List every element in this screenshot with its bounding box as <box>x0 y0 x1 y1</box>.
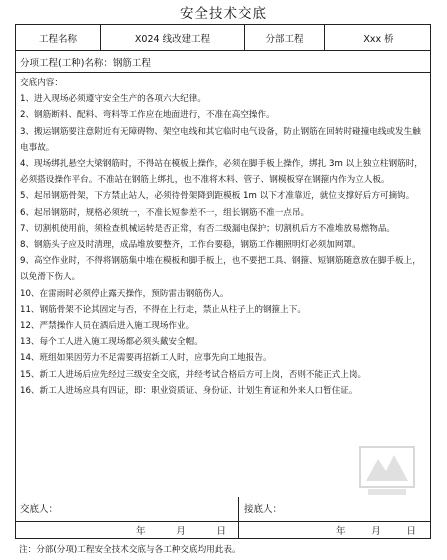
header-row <box>16 25 430 51</box>
list-item: 11、钢筋骨架不论其固定与否，不得在上行走，禁止从柱子上的钢箍上下。 <box>20 304 306 315</box>
list-item: 9、高空作业时，不得将钢筋集中堆在模板和脚手板上，也不要把工具、钢箍、短钢筋随意放在脚手板上，以免滑下伤人。 <box>20 256 421 283</box>
day-label: 日 <box>216 526 226 537</box>
project-label: 工程名称 <box>38 33 77 45</box>
giver-date <box>136 523 226 537</box>
list-item: 8、钢筋头子应及时清理，成品堆放要整齐，工作台要稳，钢筋工作棚照明灯必须加网罩。 <box>20 240 361 251</box>
page-title: 安全技术交底 <box>180 6 267 22</box>
month-label: 月 <box>176 526 186 537</box>
signature-divider <box>238 497 239 538</box>
giver-label: 交底人： <box>20 504 59 515</box>
list-item: 13、每个工人进入施工现场都必须头戴安全帽。 <box>20 337 203 348</box>
section-value: Xxx 桥 <box>324 25 432 50</box>
disclosure-content <box>20 75 427 399</box>
project-value: X024 线改建工程 <box>100 25 244 50</box>
list-item: 7、切割机使用前，须检查机械运转是否正常，有否二级漏电保护；切割机后方不准堆放易燃物品。 <box>20 223 396 234</box>
month-label: 月 <box>371 526 381 537</box>
list-item: 14、班组如果因劳力不足需要再招新工人时，应事先向工地报告。 <box>20 353 272 364</box>
watermark-logo-icon <box>352 441 422 501</box>
list-item: 16、新工人进场应具有四证，即：职业资质证、身份证、计划生育证和外来人口暂住证。 <box>20 385 358 396</box>
list-item: 6、起吊钢筋时，规格必须统一，不准长短参差不一，组长钢筋不准一点吊。 <box>20 207 310 218</box>
list-item: 4、现场绑扎悬空大梁钢筋时，不得站在模板上操作，必须在脚手板上操作，绑扎 3m 以上独立柱钢筋时，必须搭设操作平台。不准站在钢筋上绑扎，也不准将木料、管子、钢模板穿在钢箍内作为立人板。 <box>20 159 423 186</box>
day-label: 日 <box>406 526 416 537</box>
list-item: 2、钢筋断料、配料、弯料等工作应在地面进行，不准在高空操作。 <box>20 110 275 121</box>
list-item: 12、严禁操作人员在酒后进入施工现场作业。 <box>20 321 195 332</box>
subproject-row <box>16 51 430 73</box>
disclosure-table <box>15 24 431 539</box>
list-item: 1、进入现场必须遵守安全生产的各项六大纪律。 <box>20 94 206 105</box>
subproject-name: 分项工程(工种)名称：钢筋工程 <box>20 57 151 69</box>
receiver-date <box>336 523 416 537</box>
year-label: 年 <box>336 526 346 537</box>
signature-area <box>15 497 431 539</box>
year-label: 年 <box>136 526 146 537</box>
list-item: 5、起吊钢筋骨架，下方禁止站人，必须待骨架降到距模板 1m 以下才准靠近，就位支撑好后方可摘钩。 <box>20 191 415 202</box>
footnote: 注：分部(分项)工程安全技术交底与各工种交底均用此表。 <box>19 545 241 555</box>
list-item: 3、搬运钢筋要注意附近有无障碍物、架空电线和其它临时电气设备，防止钢筋在回转时碰撞电线或发生触电事故。 <box>20 126 421 153</box>
content-row <box>16 73 430 522</box>
list-item: 10、在雷雨时必须停止露天操作，预防雷击钢筋伤人。 <box>20 288 229 299</box>
receiver-label: 接底人： <box>244 504 283 515</box>
section-label: 分部工程 <box>244 25 324 50</box>
content-title: 交底内容： <box>20 78 63 88</box>
list-item: 15、新工人进场后应先经过三级安全交底，并经考试合格后方可上岗，否则不能正式上岗。 <box>20 369 367 380</box>
